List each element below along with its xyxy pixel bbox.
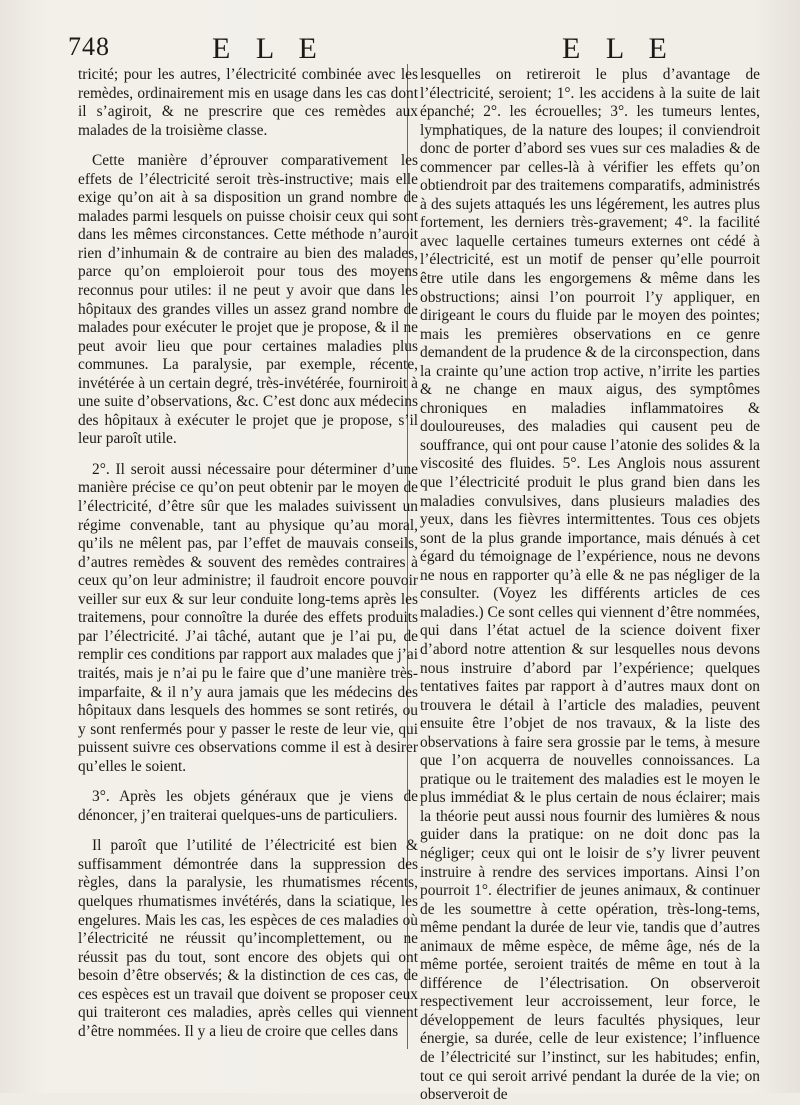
running-head-left: E L E [212,32,326,65]
running-head-right: E L E [562,32,676,65]
paragraph-left-4: 3°. Après les objets généraux que je viens de dénoncer, j’en traiterai quelques-uns de particuliers. [78,788,418,824]
paragraph-left-3: 2°. Il seroit aussi nécessaire pour déterminer d’une manière précise ce qu’on peut obtenir par le moyen de l’électricité, d’être sûr que les malades suivissent un régime convenable, tant au physique qu’au moral, qu’ils ne mêlent pas, par l’effet de mauvais conseils, d’autres remèdes & souvent des remèdes contraires à ceux qu’on leur administre; il faudroit encore pouvoir veiller sur eux & sur leur conduite long-tems après les traitemens, pour connoître la durée des effets produits par l’électricité. J’ai tâché, autant que je l’ai pu, de remplir ces conditions par rapport aux malades que j’ai traités, mais je n’ai pu le faire que d’une manière très-imparfaite, & il n’y aura jamais que les médecins des hôpitaux dans lesquels des hommes se sont retirés, ou y sont renfermés pour y passer le reste de leur vie, qui puissent suivre ces observations comme il est à desirer qu’elles le soient. [78,460,418,775]
left-column [78,66,418,1071]
paragraph-left-1: tricité; pour les autres, l’électricité combinée avec les remèdes, ordinairement mis en usage dans les cas dont il s’agiroit, & ne prescrire que ces remèdes aux malades de la troisième classe. [78,66,418,139]
paragraph-left-5: Il paroît que l’utilité de l’électricité est bien & suffisamment démontrée dans la suppression des règles, dans la paralysie, les rhumatismes récents, quelques rhumatismes invétérés, dans la sciatique, les engelures. Mais les cas, les espèces de ces maladies où l’électricité ne réussit qu’incomplettement, ou ne réussit pas du tout, sont encore des objets qui ont besoin d’être observés; & la distinction de ces cas, de ces espèces est un travail que doivent se proposer ceux qui traiteront ces maladies, après celles qui viennent d’être nommées. Il y a lieu de croire que celles dans [78,837,418,1040]
page-number: 748 [68,32,110,61]
page-header [60,30,780,66]
right-column [420,66,760,1104]
paragraph-right-1: lesquelles on retireroit le plus d’avantage de l’électricité, seroient; 1°. les accidens à la suite de lait épanché; 2°. les écrouelles; 3°. les tumeurs lentes, lymphatiques, de la nature des loupes; il conviendroit donc de porter d’abord ses vues sur ces maladies & de commencer par celles-là à vérifier les effets qu’on obtiendroit par des traitemens comparatifs, administrés à des sujets attaqués les uns légérement, les autres plus fortement, les derniers très-gravement; 4°. la facilité avec laquelle certaines tumeurs externes ont cédé à l’électricité, est un motif de penser qu’elle pourroit être utile dans les engorgemens & même dans les obstructions; ainsi l’on pourroit l’y appliquer, en dirigeant le cours du fluide par le moyen des pointes; mais les premières observations en ce genre demandent de la prudence & de la circonspection, dans la crainte qu’une action trop active, n’irrite les parties & ne change en maux aigus, des symptômes chroniques en maladies inflammatoires & douloureuses, des maladies qui causent peu de souffrance, qui ont pour cause l’atonie des solides & la viscosité des fluides. 5°. Les Anglois nous assurent que l’électricité produit le plus grand bien dans les maladies convulsives, dans plusieurs maladies des yeux, dans les fièvres intermittentes. Tous ces objets sont de la plus grande importance, mais dénués à cet égard du témoignage de l’expérience, nous ne devons ne nous en rapporter qu’à elle & ne pas négliger de la consulter. (Voyez les différents articles de ces maladies.) Ce sont celles qui viennent d’être nommées, qui dans l’état actuel de la science doivent fixer d’abord notre attention & sur lesquelles nous devons nous instruire d’abord par l’expérience; quelques tentatives faites par rapport à d’autres maux dont on trouvera le détail à l’article des maladies, peuvent ensuite être l’objet de nos travaux, & la liste des observations à faire sera grossie par le tems, à mesure que l’on acquerra de nouvelles connoissances. La pratique ou le traitement des maladies est le moyen le plus immédiat & le plus certain de nous éclairer; mais la théorie peut aussi nous fournir des lumières & nous guider dans la pratique: on ne doit donc pas la négliger; ceux qui ont le loisir de s’y livrer peuvent instruire à rendre des services importans. Ainsi l’on pourroit 1°. électrifier de jeunes animaux, & continuer de les soumettre à cette opération, très-long-tems, même pendant la durée de leur vie, tandis que d’autres animaux de même espèce, de même âge, nés de la même portée, seroient traités de même en tout à la différence de l’électrisation. On observeroit respectivement leur accroissement, leur force, le développement de leurs facultés physiques, leur énergie, sa durée, celle de leur existence; l’influence de l’électricité sur l’instinct, sur les habitudes; enfin, tout ce qui seroit arrivé pendant la durée de la vie; on observeroit de [420,66,760,1104]
paragraph-left-2: Cette manière d’éprouver comparativement les effets de l’électricité seroit très-instructive; mais elle exige qu’on ait à sa disposition un grand nombre de malades parmi lesquels on puisse choisir ceux qui sont dans les mêmes circonstances. Cette méthode n’auroit rien d’inhumain & de contraire au bien des malades, parce qu’on emploieroit pour tous des moyens reconnus pour utiles: il ne peut y avoir que dans les hôpitaux des grandes villes un assez grand nombre de malades pour exécuter le projet que je propose, & il ne peut avoir lieu que pour certaines maladies plus communes. La paralysie, par exemple, récente, invétérée à un certain degré, très-invétérée, fourniroit à une suite d’observations, &c. C’est donc aux médecins des hôpitaux à exécuter le projet que je propose, s’il leur paroît utile. [78,152,418,448]
